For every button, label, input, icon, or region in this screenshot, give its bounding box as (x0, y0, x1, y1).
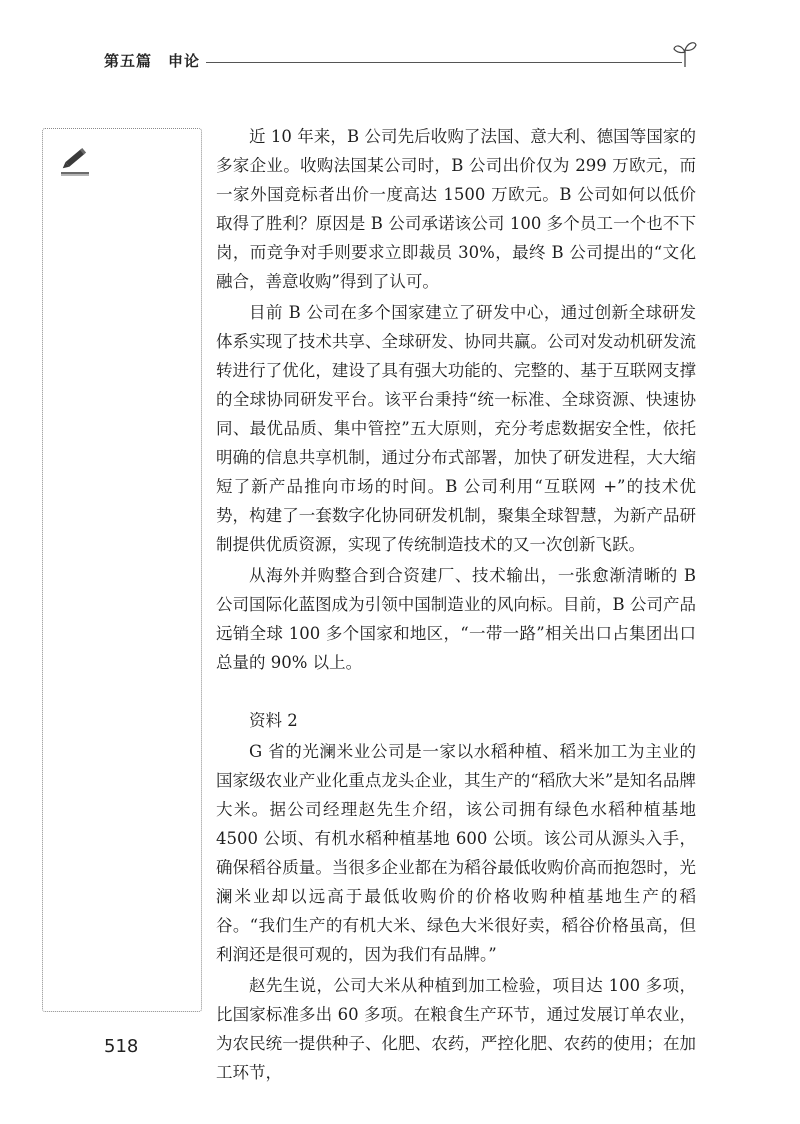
material-heading: 资料 2 (249, 711, 298, 730)
page-header (104, 48, 694, 78)
header-rule (206, 62, 682, 63)
paragraph: 目前 B 公司在多个国家建立了研发中心，通过创新全球研发体系实现了技术共享、全球研发、协同共赢。公司对发动机研发流转进行了优化，建设了具有强大功能的、完整的、基于互联网支撑的全球协同研发平台。该平台秉持“统一标准、全球资源、快速协同、最优品质、集中管控”五大原则，充分考虑数据安全性，依托明确的信息共享机制，通过分布式部署，加快了研发进程，大大缩短了新产品推向市场的时间。B 公司利用“互联网 +”的技术优势，构建了一套数字化协同研发机制，聚集全球智慧，为新产品研制提供优质资源，实现了传统制造技术的又一次创新飞跃。 (216, 303, 696, 554)
pencil-icon (57, 143, 93, 177)
paragraph: G 省的光澜米业公司是一家以水稻种植、稻米加工为主业的国家级农业产业化重点龙头企业，其生产的“稻欣大米”是知名品牌大米。据公司经理赵先生介绍，该公司拥有绿色水稻种植基地 4500 公顷、有机水稻种植基地 600 公顷。该公司从源头入手，确保稻谷质量。当很多企业都在为稻谷最低收购价高而抱怨时，光澜米业却以远高于最低收购价的价格收购种植基地生产的稻谷。“我们生产的有机大米、绿色大米很好卖，稻谷价格虽高，但利润还是很可观的，因为我们有品牌。” (216, 742, 696, 964)
section-title: 第五篇 申论 (104, 52, 201, 70)
sprout-icon (672, 40, 698, 68)
paragraph: 赵先生说，公司大米从种植到加工检验，项目达 100 多项，比国家标准多出 60 多项。在粮食生产环节，通过发展订单农业，为农民统一提供种子、化肥、农药，严控化肥、农药的使用；在加工环节， (216, 976, 696, 1082)
body-text (216, 122, 696, 1089)
notes-box (42, 128, 202, 1012)
paragraph: 从海外并购整合到合资建厂、技术输出，一张愈渐清晰的 B 公司国际化蓝图成为引领中国制造业的风向标。目前，B 公司产品远销全球 100 多个国家和地区，“一带一路”相关出口占集团出口总量的 90% 以上。 (216, 566, 696, 672)
page-number: 518 (104, 1036, 139, 1057)
paragraph: 近 10 年来，B 公司先后收购了法国、意大利、德国等国家的多家企业。收购法国某公司时，B 公司出价仅为 299 万欧元，而一家外国竞标者出价一度高达 1500 万欧元。B 公司如何以低价取得了胜利？原因是 B 公司承诺该公司 100 多个员工一个也不下岗，而竞争对手则要求立即裁员 30%，最终 B 公司提出的“文化融合，善意收购”得到了认可。 (216, 127, 696, 291)
